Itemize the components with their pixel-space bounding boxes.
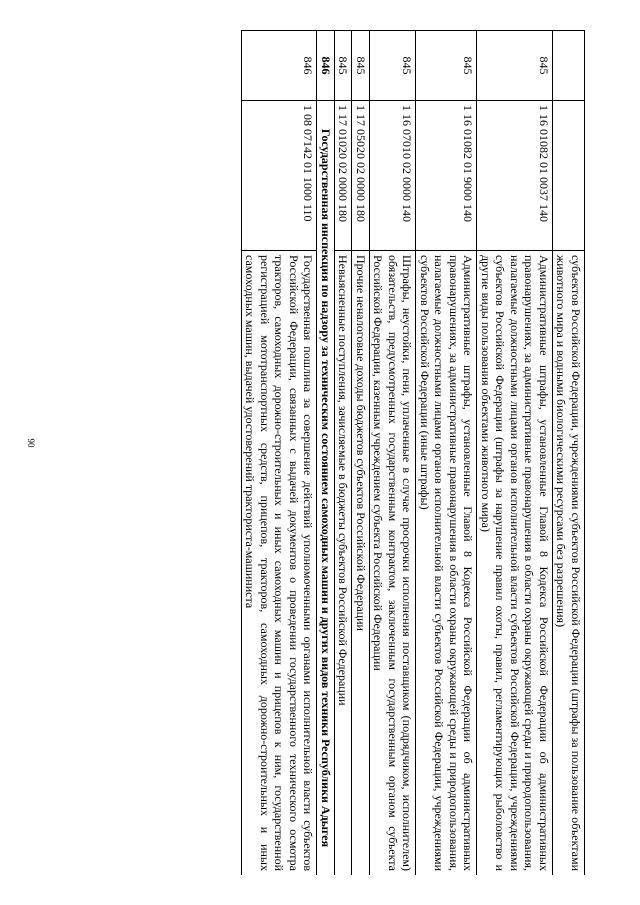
classification-code-cell: 1 08 07142 01 1000 110 (242, 101, 318, 251)
section-header-row (317, 31, 335, 876)
page-number: 90 (26, 438, 36, 448)
table-row (335, 31, 353, 876)
description-cell: Штрафы, неустойки, пени, уплаченные в случае просрочки исполнения поставщиком (подрядчиком, исполнителем) обязательств, предусмотренных государственным контрактом, заключенным государственным органом субъекта Российской Федерации, казенным учреждением субъекта Российской Федерации (370, 251, 417, 876)
admin-code-cell: 845 (477, 31, 553, 101)
table-row (242, 31, 318, 876)
admin-code-cell: 846 (317, 31, 335, 101)
description-cell: Административные штрафы, установленные Главой 8 Кодекса Российской Федерации об административных правонарушениях, за административные правонарушения в области охраны окружающей среды и природопользования, налагаемые должностными лицами органов исполнительной власти субъектов Российской Федерации, учреждениями субъектов Российской Федерации (штрафы за нарушение правил охоты, правил, регламентирующих рыболовство и другие виды пользования объектами животного мира) (477, 251, 553, 876)
table-body (242, 31, 585, 876)
description-cell: субъектов Российской Федерации, учреждениями субъектов Российской Федерации (штрафы за пользование объектами животного мира и водными биологическими ресурсами без разрешения) (553, 251, 585, 876)
admin-code-cell: 845 (416, 31, 477, 101)
table-row (352, 31, 370, 876)
classification-code-cell: 1 17 01020 02 0000 180 (335, 101, 353, 251)
admin-code-cell (553, 31, 585, 101)
table-row (477, 31, 553, 876)
rotated-page-area (50, 30, 585, 875)
classification-code-cell: 1 16 07010 02 0000 140 (370, 101, 417, 251)
classification-code-cell: 1 17 05020 02 0000 180 (352, 101, 370, 251)
admin-code-cell: 845 (352, 31, 370, 101)
admin-code-cell: 845 (370, 31, 417, 101)
admin-code-cell: 845 (335, 31, 353, 101)
description-cell: Невыясненные поступления, зачисляемые в бюджеты субъектов Российской Федерации (335, 251, 353, 876)
table-row (416, 31, 477, 876)
classification-code-cell: 1 16 01082 01 0037 140 (477, 101, 553, 251)
section-title-cell: Государственная инспекция по надзору за техническим состоянием самоходных машин и других видов техники Республики Адыгея (317, 101, 335, 876)
classification-code-cell (553, 101, 585, 251)
table-row (370, 31, 417, 876)
classification-code-cell: 1 16 01082 01 9000 140 (416, 101, 477, 251)
admin-code-cell: 846 (242, 31, 318, 101)
income-codes-table (241, 30, 585, 875)
description-cell: Прочие неналоговые доходы бюджетов субъектов Российской Федерации (352, 251, 370, 876)
rotated-content (50, 30, 585, 875)
description-cell: Государственная пошлина за совершение действий уполномоченными органами исполнительной власти субъектов Российской Федерации, связанных с выдачей документов о проведении государственного технического осмотра тракторов, самоходных дорожно-строительных и иных самоходных машин и прицепов к ним, государственной регистрацией мототранспортных средств, прицепов, тракторов, самоходных дорожно-строительных и иных самоходных машин, выдачей удостоверений тракториста-машиниста (242, 251, 318, 876)
table-row (553, 31, 585, 876)
description-cell: Административные штрафы, установленные Главой 8 Кодекса Российской Федерации об административных правонарушениях, за административные правонарушения в области охраны окружающей среды и природопользования, налагаемые должностными лицами органов исполнительной власти субъектов Российской Федерации, учреждениями субъектов Российской Федерации (иные штрафы) (416, 251, 477, 876)
